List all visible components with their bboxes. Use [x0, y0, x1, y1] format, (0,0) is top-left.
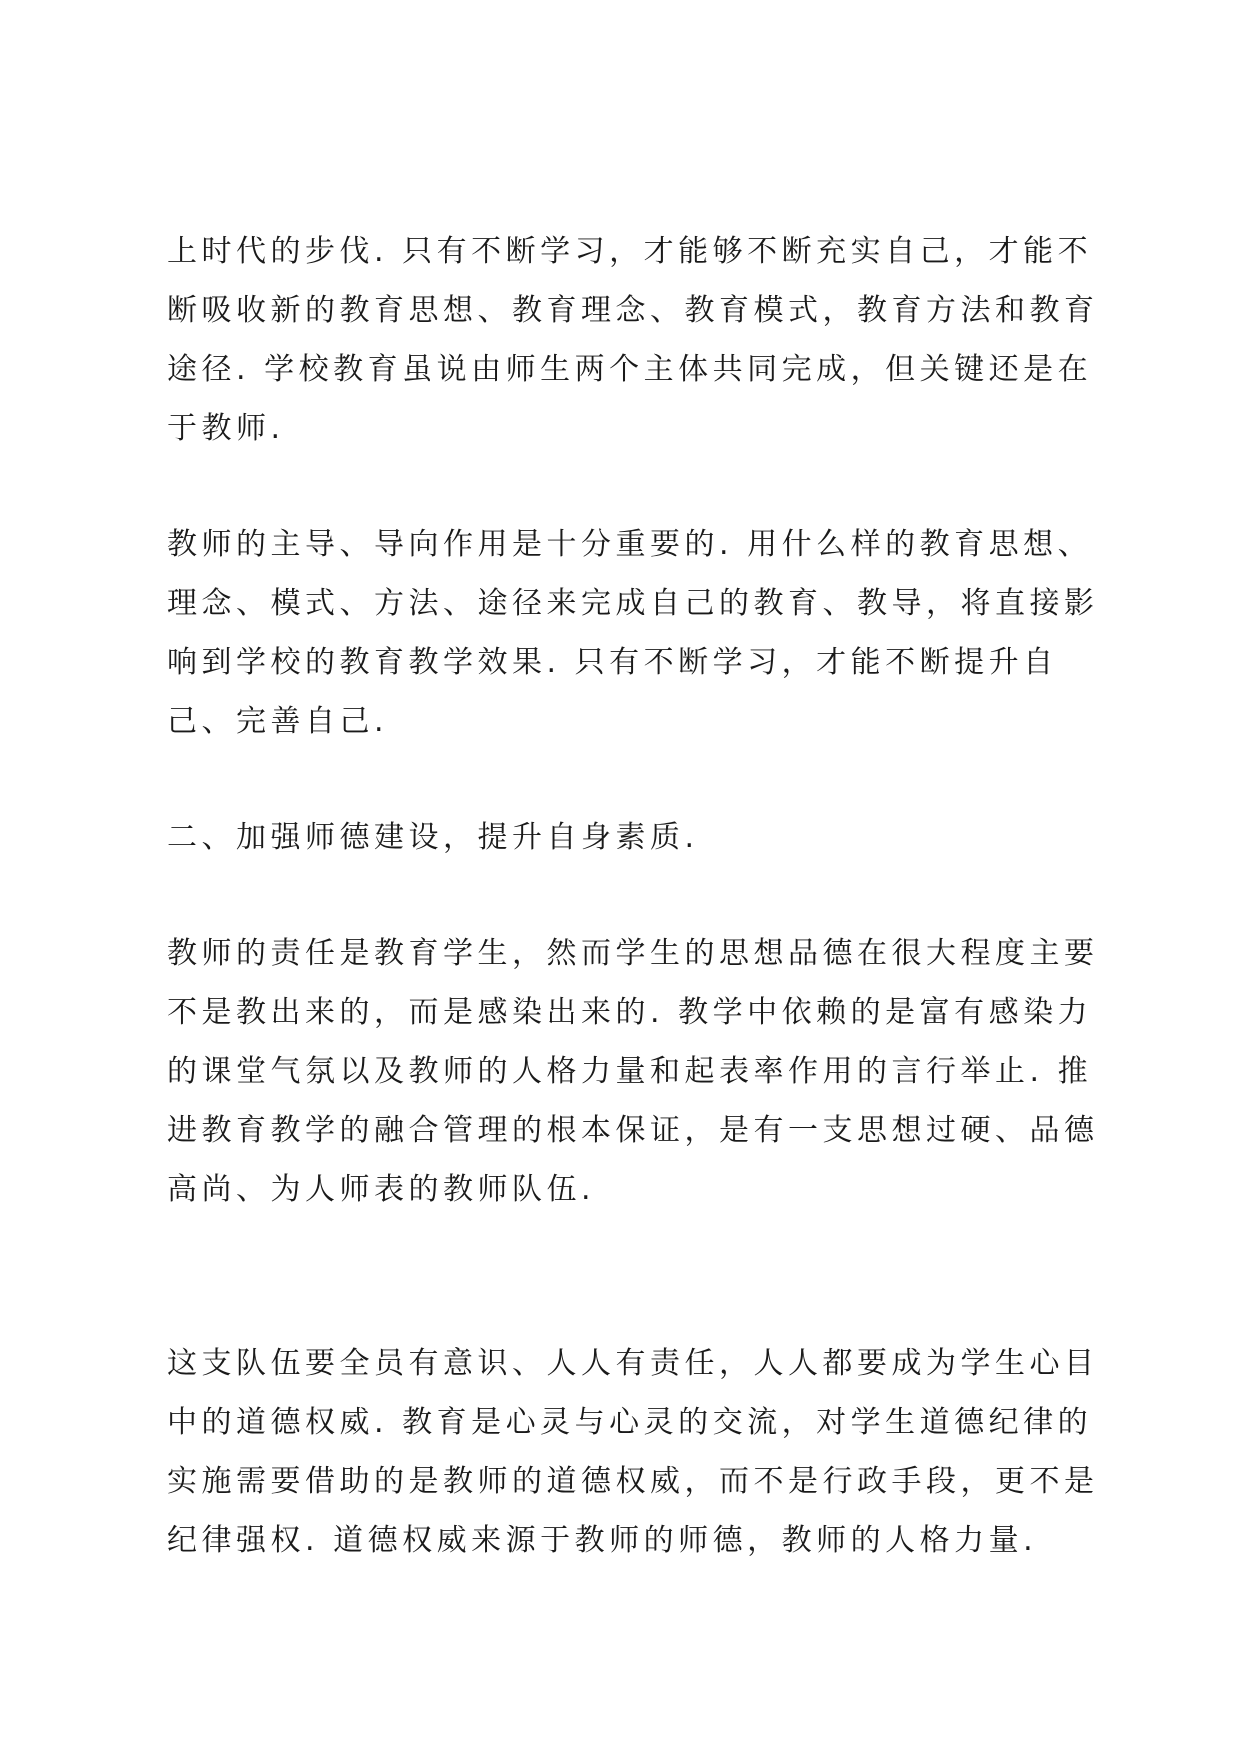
- paragraph-line: 断吸收新的教育思想、教育理念、教育模式，教育方法和教育: [167, 293, 1099, 328]
- paragraph-line: 高尚、为人师表的教师队伍.: [167, 1172, 596, 1207]
- paragraph-line: 己、完善自己.: [167, 704, 389, 739]
- heading-line: 二、加强师德建设，提升自身素质.: [167, 820, 699, 855]
- paragraph-line: 途径. 学校教育虽说由师生两个主体共同完成，但关键还是在: [167, 352, 1093, 387]
- paragraph-line: 实施需要借助的是教师的道德权威，而不是行政手段，更不是: [167, 1464, 1099, 1499]
- paragraph-line: 理念、模式、方法、途径来完成自己的教育、教导，将直接影: [167, 586, 1099, 621]
- paragraph-line: 于教师.: [167, 411, 285, 446]
- paragraph-line: 纪律强权. 道德权威来源于教师的师德，教师的人格力量.: [167, 1523, 1038, 1558]
- paragraph-line: 这支队伍要全员有意识、人人有责任，人人都要成为学生心目: [167, 1346, 1099, 1381]
- paragraph-line: 教师的责任是教育学生，然而学生的思想品德在很大程度主要: [167, 936, 1099, 971]
- paragraph-line: 中的道德权威. 教育是心灵与心灵的交流，对学生道德纪律的: [167, 1405, 1093, 1440]
- paragraph-line: 不是教出来的，而是感染出来的. 教学中依赖的是富有感染力: [167, 995, 1093, 1030]
- paragraph-line: 教师的主导、导向作用是十分重要的. 用什么样的教育思想、: [167, 527, 1093, 562]
- paragraph-line: 响到学校的教育教学效果. 只有不断学习，才能不断提升自: [167, 645, 1058, 680]
- paragraph-line: 上时代的步伐. 只有不断学习，才能够不断充实自己，才能不: [167, 234, 1093, 269]
- paragraph-line: 的课堂气氛以及教师的人格力量和起表率作用的言行举止. 推: [167, 1054, 1093, 1089]
- paragraph-line: 进教育教学的融合管理的根本保证，是有一支思想过硬、品德: [167, 1113, 1099, 1148]
